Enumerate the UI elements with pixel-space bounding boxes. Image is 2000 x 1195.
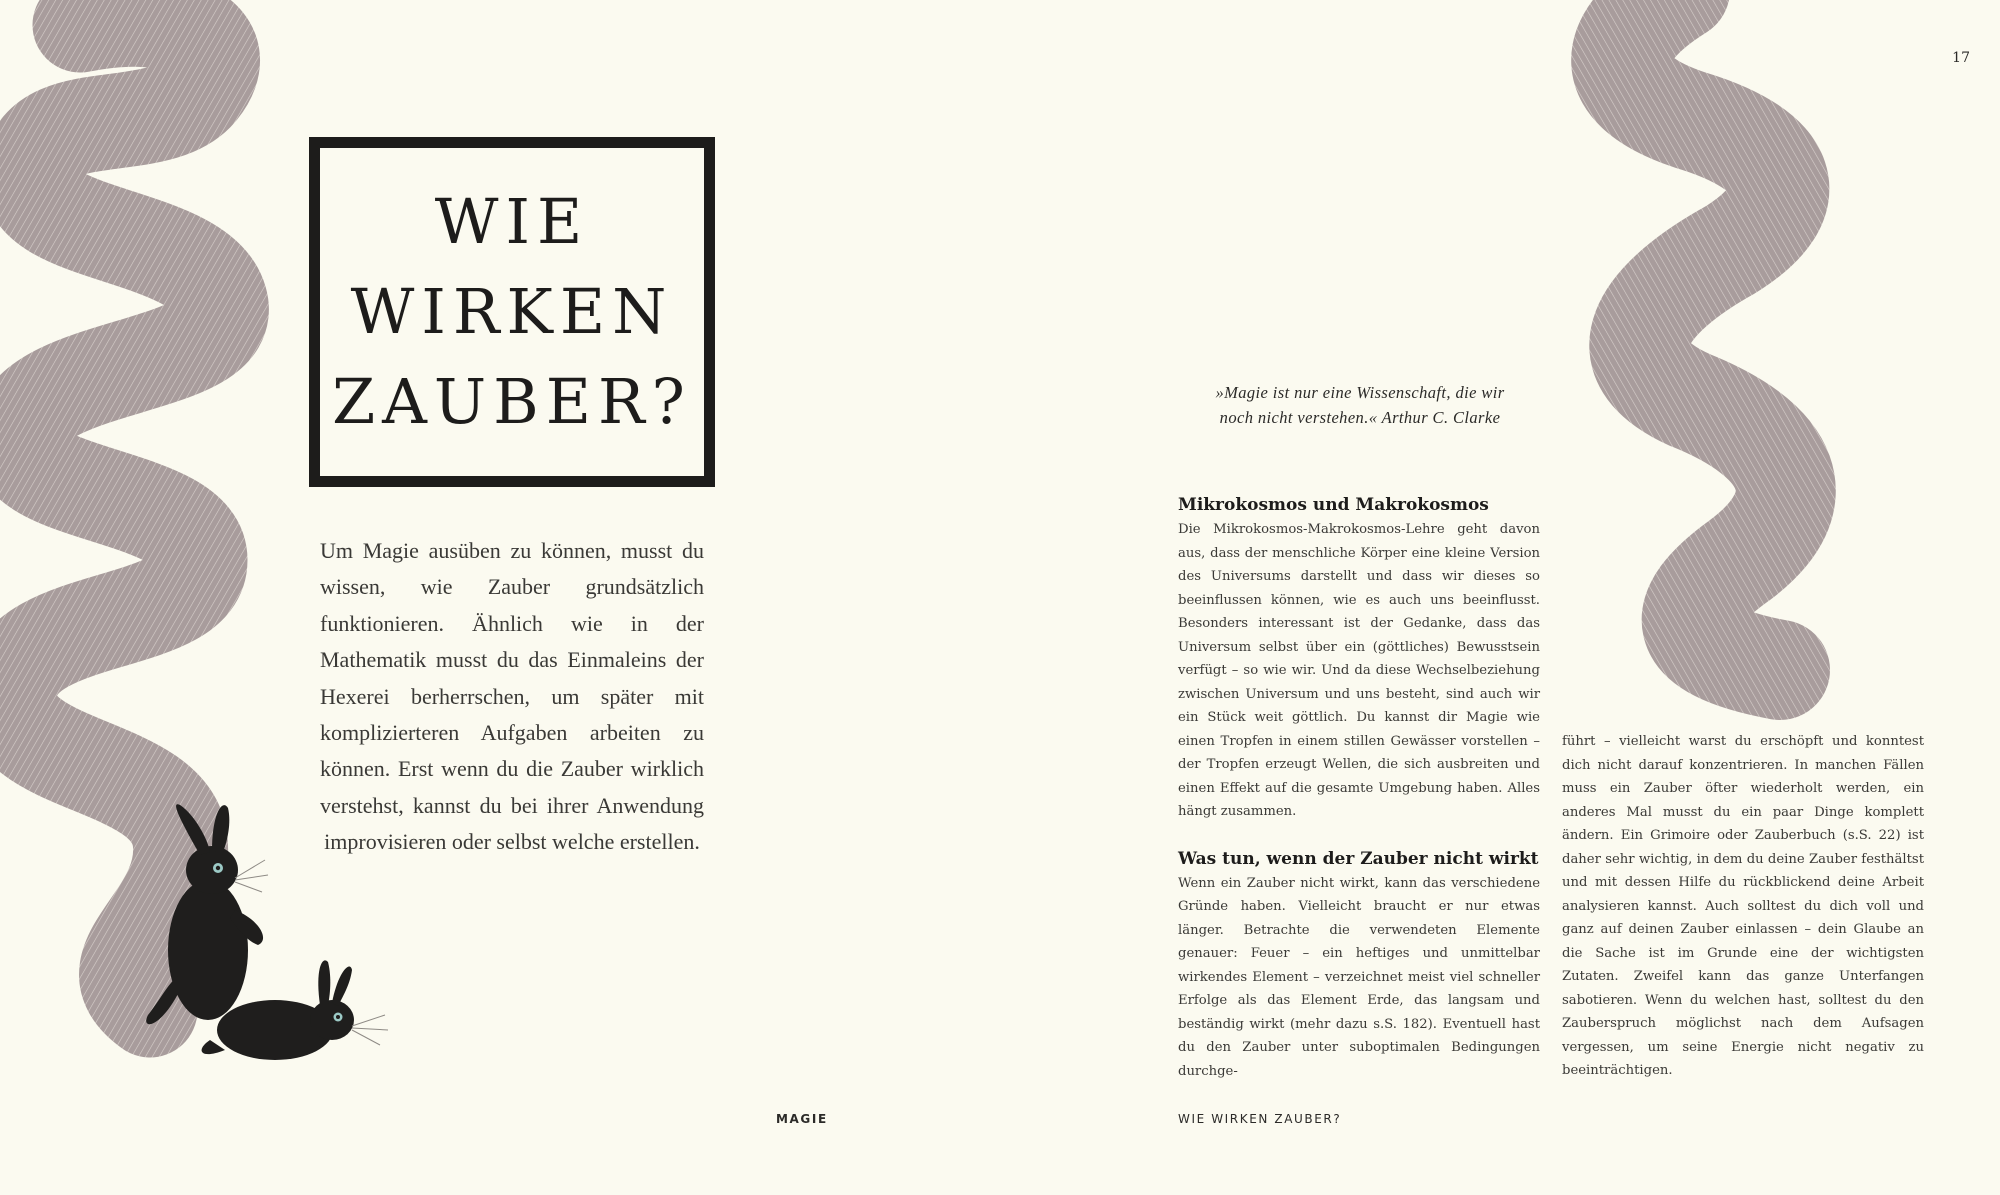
epigraph-quote: [1160, 380, 1560, 430]
text-column-1: [1178, 492, 1540, 1083]
running-footer-right: WIE WIRKEN ZAUBER?: [1178, 1112, 1342, 1126]
title-line-3: ZAUBER?: [332, 365, 692, 438]
section-heading-zauber-wirkt-nicht: Was tun, wenn der Zauber nicht wirkt: [1178, 848, 1539, 869]
page-number: 17: [1952, 50, 1970, 66]
section-heading-mikrokosmos: Mikrokosmos und Makrokosmos: [1178, 495, 1489, 515]
intro-paragraph: Um Magie ausüben zu können, musst du wissen, wie Zauber grundsätzlich funktionieren. Ähnlich wie in der Mathematik musst du das Einmaleins der Hexerei berherrschen, um später mit komplizierteren Aufgaben arbeiten zu können. Erst wenn du die Zauber wirklich verstehst, kannst du bei ihrer Anwendung improvisieren oder selbst welche erstellen.: [320, 538, 704, 855]
quote-line-1: »Magie ist nur eine Wissenschaft, die wir: [1215, 383, 1505, 402]
section-body-zauber-wirkt-nicht-part2: führt – vielleicht warst du erschöpft und konntest dich nicht darauf konzentrieren. In manchen Fällen muss ein Zauber öfter wiederholt werden, ein anderes Mal musst du ein paar Dinge komplett ändern. Ein Grimoire oder Zauberbuch (s.S. 22) ist daher sehr wichtig, in dem du deine Zauber festhältst und mit dessen Hilfe du rückblickend deine Arbeit analysieren kannst. Auch solltest du dich voll und ganz auf deinen Zauber einlassen – dein Glaube an die Sache ist im Grunde eine der wichtigsten Zutaten. Zweifel kann das ganze Unterfangen sabotieren. Wenn du welchen hast, solltest du den Zauberspruch möglichst nach dem Aufsagen vergessen, um seine Energie nicht negativ zu beeinträchtigen.: [1562, 734, 1924, 1078]
quote-line-2: noch nicht verstehen.« Arthur C. Clarke: [1219, 408, 1501, 427]
title-line-2: WIRKEN: [350, 275, 674, 348]
title-box: [309, 137, 715, 487]
section-body-mikrokosmos: Die Mikrokosmos-Makrokosmos-Lehre geht davon aus, dass der menschliche Körper eine kleine Version des Universums darstellt und dass wir dieses so beeinflussen können, wie es auch uns beeinflusst. Besonders interessant ist der Gedanke, dass das Universum selbst über ein (göttliches) Bewusstsein verfügt – so wie wir. Und da diese Wechselbeziehung zwischen Universum und uns besteht, sind auch wir ein Stück weit göttlich. Du kannst dir Magie wie einen Tropfen in einem stillen Gewässer vorstellen – der Tropfen erzeugt Wellen, die sich ausbreiten und einen Effekt auf die gesamte Umgebung haben. Alles hängt zusammen.: [1178, 522, 1540, 819]
rabbits-illustration: [140, 800, 400, 1100]
running-footer-left: MAGIE: [776, 1112, 828, 1126]
text-column-2: [1562, 730, 1924, 1083]
title-line-1: WIE: [434, 185, 590, 258]
swirl-decoration-right: [1560, 0, 1920, 720]
section-body-zauber-wirkt-nicht-part1: Wenn ein Zauber nicht wirkt, kann das verschiedene Gründe haben. Vielleicht braucht er nur etwas länger. Betrachte die verwendeten Elemente genauer: Feuer – ein heftiges und unmittelbar wirkendes Element – verzeichnet meist viel schneller Erfolge als das Element Erde, das langsam und beständig wirkt (mehr dazu s.S. 182). Eventuell hast du den Zauber unter suboptimalen Bedingungen durchge-: [1178, 875, 1540, 1079]
